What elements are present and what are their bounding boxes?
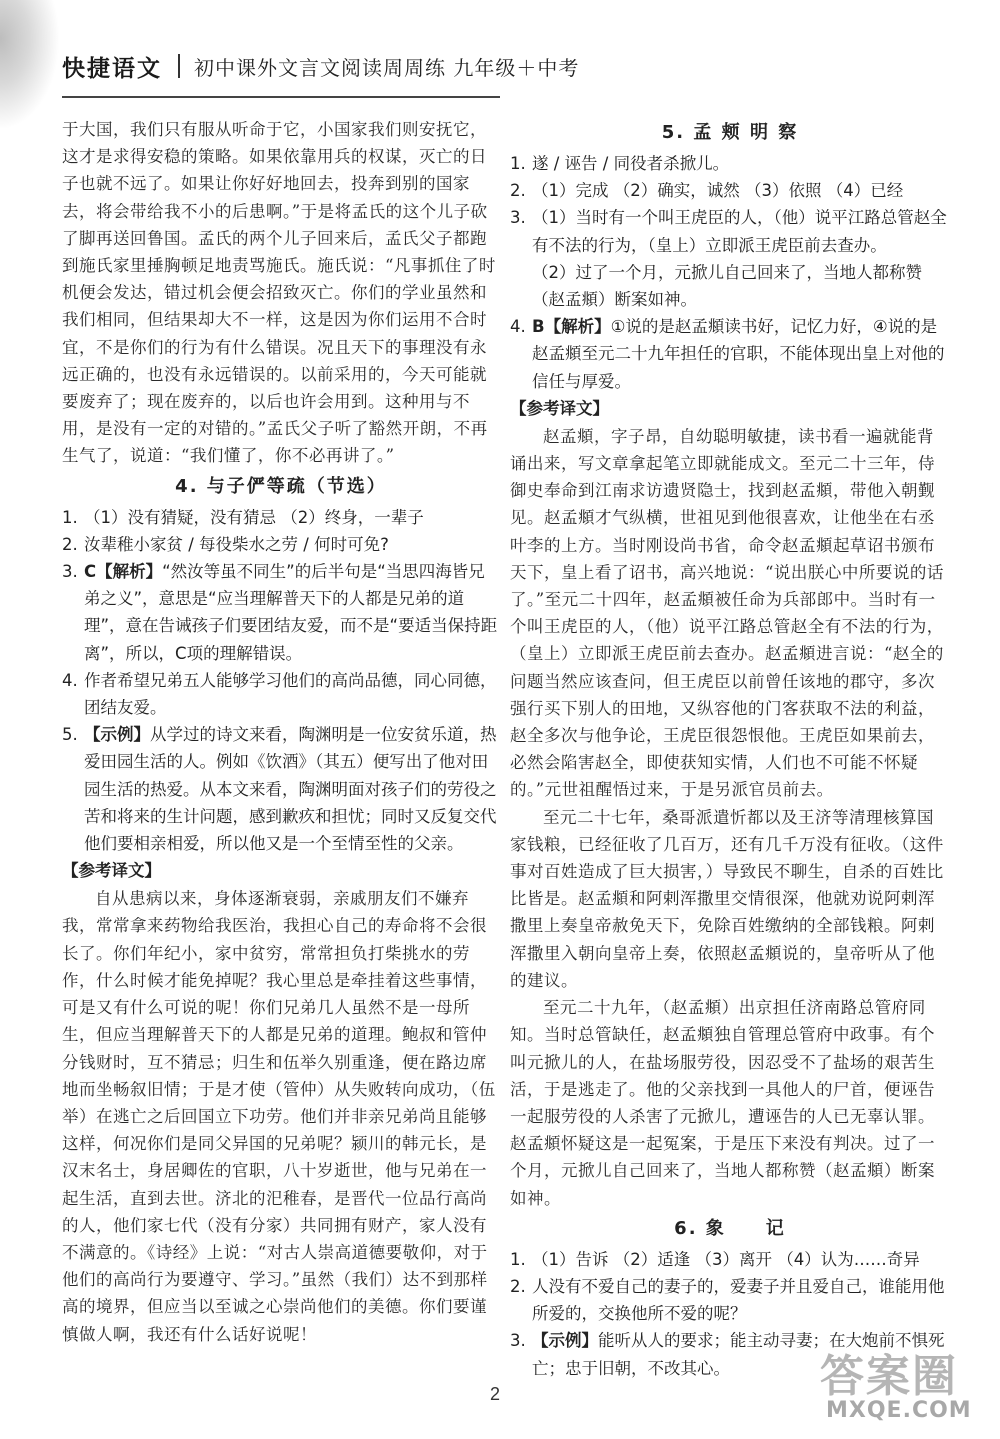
answer-list [62, 504, 500, 858]
translation-continued [62, 116, 500, 470]
reference-translation-label: 【参考译文】 [62, 861, 161, 881]
answer-item: 3. C【解析】“然汝等虽不同生”的后半句是“当思四海皆兄弟之义”，意思是“应当理解普天下的人都是兄弟的道理”，意在告诫孩子们要团结友爱，而不是“要适当保持距离”，所以，C项的理解错误。 [62, 562, 498, 663]
answer-item: 2. 人没有不爱自己的妻子的，爱妻子并且爱自己，谁能用他所爱的，交换他所不爱的呢？ [510, 1276, 945, 1324]
header-divider [178, 54, 180, 78]
watermark-text: 答案圈 [820, 1351, 958, 1402]
answer-item: 4. 作者希望兄弟五人能够学习他们的高尚品德，同心同德，团结友爱。 [62, 670, 497, 718]
book-subtitle: 初中课外文言文阅读周周练 九年级＋中考 [194, 55, 580, 80]
answer-item: 1. （1）没有猜疑，没有猜忌 （2）终身，一辈子 [62, 507, 424, 527]
answer-item: 1. 遂 / 诬告 / 同役者杀掀儿。 [510, 154, 730, 173]
translation-paragraph: 至元二十七年，桑哥派遣忻都以及王济等清理核算国家钱粮，已经征收了几百万，还有几千万没有征收。（这件事对百姓造成了巨大损害，）导致民不聊生，自杀的百姓比比皆是。赵孟頫和阿剌浑撒里交情很深，他就劝说阿剌浑撒里上奏皇帝赦免天下，免除百姓缴纳的全部钱粮。阿剌浑撒里入朝向皇帝上奏，依照赵孟頫说的，皇帝听从了他的建议。 [510, 807, 944, 990]
answer-item: 2. （1）完成 （2）确实，诚然 （3）依照 （4）已经 [510, 181, 904, 201]
page-header [62, 46, 962, 86]
answer-tag: 【示例】 [532, 1331, 598, 1351]
reference-translation [510, 423, 950, 1212]
translation-paragraph: 至元二十九年，（赵孟頫）出京担任济南路总管府同知。当时总管缺任，赵孟頫独自管理总管府中政事。有个叫元掀儿的人，在盐场服劳役，因忍受不了盐场的艰苦生活，于是逃走了。他的父亲找到一具他人的尸首，便诬告一起服劳役的人杀害了元掀儿，遭诬告的人已无辜认罪。赵孟頫怀疑这是一起冤案，于是压下来没有判决。过了一个月，元掀儿自己回来了，当地人都称赞（赵孟頫）断案如神。 [510, 998, 935, 1208]
section-title: 4. 与子俨等疏（节选） [175, 475, 387, 497]
right-column [510, 116, 950, 1382]
section-title: 6. 象 记 [674, 1217, 786, 1239]
brand-title: 快捷语文 [62, 55, 162, 82]
header-rule [62, 96, 500, 98]
watermark-logo [820, 1340, 995, 1432]
left-column [62, 116, 500, 1348]
translation-paragraph: 赵孟頫，字子昂，自幼聪明敏捷，读书看一遍就能背诵出来，写文章拿起笔立即就能成文。至元二十三年，侍御史奉命到江南求访遗贤隐士，找到赵孟頫，带他入朝觐见。赵孟頫才气纵横，世祖见到他很喜欢，让他坐在右丞叶李的上方。当时刚设尚书省，命令赵孟頫起草诏书颁布天下，皇上看了诏书，高兴地说：“说出朕心中所要说的话了。”至元二十四年，赵孟頫被任命为兵部郎中。当时有一个叫王虎臣的人，（他）说平江路总管赵全有不法的行为，（皇上）立即派王虎臣前去查办。赵孟頫进言说：“赵全的问题当然应该查问，但王虎臣以前曾任该地的郡守，多次强行买下别人的田地，又纵容他的门客获取不法的利益，赵全多次与他争论，王虎臣很怨恨他。王虎臣如果前去，必然会陷害赵全，即使获知实情，人们也不可能不怀疑的。”元世祖醒悟过来，于是另派官员前去。 [510, 426, 944, 800]
translation-paragraph: 于大国，我们只有服从听命于它，小国家我们则安抚它，这才是求得安稳的策略。如果依靠用兵的权谋，灭亡的日子也就不远了。如果让你好好地回去，投奔到别的国家去，将会带给我不小的后患啊。”于是将孟氏的这个儿子砍了脚再送回鲁国。孟氏的两个儿子回来后，孟氏父子都跑到施氏家里捶胸顿足地责骂施氏。施氏说：“凡事抓住了时机便会发达，错过机会便会招致灭亡。你们的学业虽然和我们相同，但结果却大不一样，这是因为你们运用不合时宜，不是你们的行为有什么错误。况且天下的事理没有永远正确的，也没有永远错误的。以前采用的，今天可能就要废弃了；现在废弃的，以后也许会用到。这种用与不用，是没有一定的对错的。”孟氏父子听了豁然开朗，不再生气了，说道：“我们懂了，你不必再讲了。” [62, 120, 496, 466]
answer-item: 3. 【示例】能听从人的要求；能主动寻妻；在大炮前不惧死亡；忠于旧朝，不改其心。 [510, 1331, 945, 1378]
answer-tag: B【解析】 [532, 317, 611, 337]
answer-tag: 【示例】 [84, 725, 150, 745]
answer-item-continued: （2）过了一个月，元掀儿自己回来了，当地人都称赞（赵孟頫）断案如神。 [532, 262, 922, 310]
watermark-url: MXQE.COM [826, 1398, 972, 1423]
corner-decoration [0, 0, 60, 130]
answer-list [510, 150, 950, 395]
answer-item: 1. （1）告诉 （2）适逢 （3）离开 （4）认为……奇异 [510, 1249, 920, 1269]
page-number: 2 [490, 1384, 501, 1404]
answer-item: 3. （1）当时有一个叫王虎臣的人，（他）说平江路总管赵全有不法的行为，（皇上）立即派王虎臣前去查办。 [510, 208, 947, 255]
reference-translation-label: 【参考译文】 [510, 398, 609, 418]
section-title: 5. 孟 颊 明 察 [661, 122, 799, 143]
reference-translation [62, 885, 500, 1347]
answer-item: 5. 【示例】从学过的诗文来看，陶渊明是一位安贫乐道，热爱田园生活的人。例如《饮酒》（其五）便写出了他对田园生活的热爱。从本文来看，陶渊明面对孩子们的劳役之苦和将来的生计问题，感到歉疚和担忧；同时又反复交代他们要相亲相爱，所以他又是一个至情至性的父亲。 [62, 725, 497, 854]
answer-item: 2. 汝辈稚小家贫 / 每役柴水之劳 / 何时可免? [62, 534, 389, 554]
translation-paragraph: 自从患病以来，身体逐渐衰弱，亲戚朋友们不嫌弃我，常常拿来药物给我医治，我担心自己的寿命将不会很长了。你们年纪小，家中贫穷，常常担负打柴挑水的劳作，什么时候才能免掉呢？我心里总是牵挂着这些事情，可是又有什么可说的呢！你们兄弟几人虽然不是一母所生，但应当理解普天下的人都是兄弟的道理。鲍叔和管仲分钱财时，互不猜忌；归生和伍举久别重逢，便在路边席地而坐畅叙旧情；于是才使（管仲）从失败转向成功，（伍举）在逃亡之后回国立下功劳。他们并非亲兄弟尚且能够这样，何况你们是同父异国的兄弟呢？颍川的韩元长，是汉末名士，身居卿佐的官职，八十岁逝世，他与兄弟在一起生活，直到去世。济北的汜稚春，是晋代一位品行高尚的人，他们家七代（没有分家）共同拥有财产，家人没有不满意的。《诗经》上说：“对古人崇高道德要敬仰，对于他们的高尚行为要遵守、学习。”虽然（我们）达不到那样高的境界，但应当以至诚之心崇尚他们的美德。你们要谨慎做人啊，我还有什么话好说呢！ [62, 889, 496, 1344]
answer-item: 4. B【解析】①说的是赵孟頫读书好，记忆力好，④说的是赵孟頫至元二十九年担任的官职，不能体现出皇上对他的信任与厚爱。 [510, 317, 945, 391]
answer-tag: C【解析】 [84, 562, 163, 582]
